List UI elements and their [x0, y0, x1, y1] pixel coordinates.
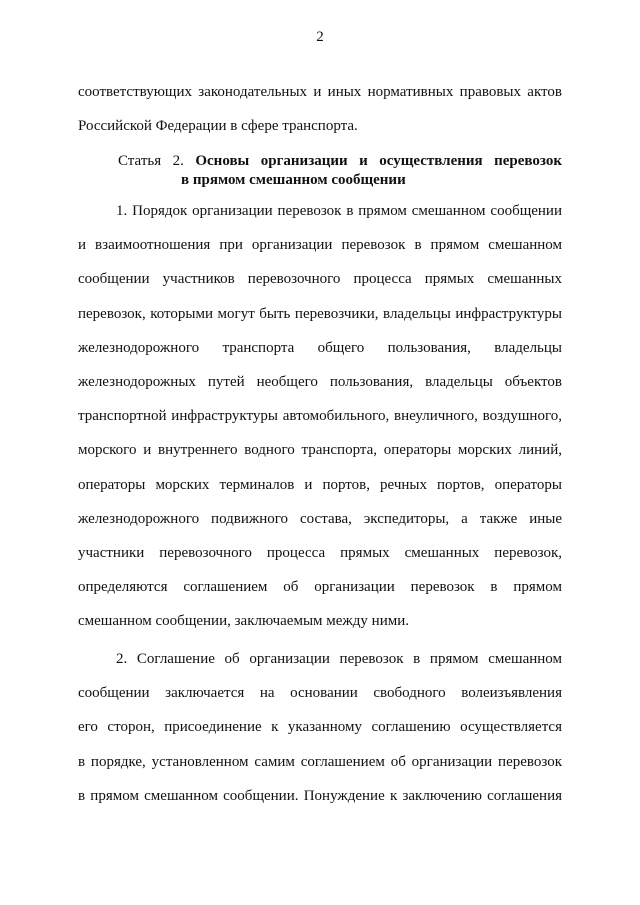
- text-line: морского и внутреннего водного транспорта, операторы морских линий,: [78, 442, 562, 459]
- text-line: железнодорожного подвижного состава, экспедиторы, а также иные: [78, 510, 562, 527]
- article-heading-line-1: [118, 152, 562, 171]
- text-line: 2. Соглашение об организации перевозок в прямом смешанном: [116, 651, 562, 667]
- article-title-part-2: в прямом смешанном сообщении: [181, 172, 406, 188]
- text-line: участники перевозочного процесса прямых смешанных перевозок,: [78, 544, 562, 561]
- page-number: 2: [316, 29, 324, 45]
- text-line: 1. Порядок организации перевозок в прямом смешанном сообщении: [116, 203, 562, 219]
- text-line: сообщении заключается на основании свободного волеизъявления: [78, 685, 562, 702]
- text-line: смешанном сообщении, заключаемым между ними.: [78, 613, 409, 630]
- text-line: в порядке, установленном самим соглашением об организации перевозок: [78, 753, 562, 770]
- text-line: сообщении участников перевозочного процесса прямых смешанных: [78, 271, 562, 288]
- text-line: и взаимоотношения при организации перевозок в прямом смешанном: [78, 237, 562, 254]
- text-line: его сторон, присоединение к указанному соглашению осуществляется: [78, 719, 562, 736]
- paragraph-1: [78, 194, 562, 638]
- text-line: определяются соглашением об организации перевозок в прямом: [78, 579, 562, 596]
- article-title-part-1: Основы организации и осуществления перевозок: [195, 153, 562, 169]
- intro-text: [78, 75, 562, 143]
- text-line: железнодорожного транспорта общего пользования, владельцы: [78, 339, 562, 356]
- text-line: железнодорожных путей необщего пользования, владельцы объектов: [78, 373, 562, 390]
- paragraph-2: [78, 642, 562, 813]
- text-line: транспортной инфраструктуры автомобильного, внеуличного, воздушного,: [78, 408, 562, 425]
- article-heading: [118, 152, 562, 190]
- text-line: операторы морских терминалов и портов, речных портов, операторы: [78, 476, 562, 493]
- text-line: в прямом смешанном сообщении. Понуждение к заключению соглашения: [78, 787, 562, 804]
- text-line: соответствующих законодательных и иных нормативных правовых актов: [78, 84, 562, 100]
- text-line: перевозок, которыми могут быть перевозчики, владельцы инфраструктуры: [78, 305, 562, 322]
- text-line: Российской Федерации в сфере транспорта.: [78, 118, 358, 135]
- article-label: Статья 2.: [118, 153, 184, 169]
